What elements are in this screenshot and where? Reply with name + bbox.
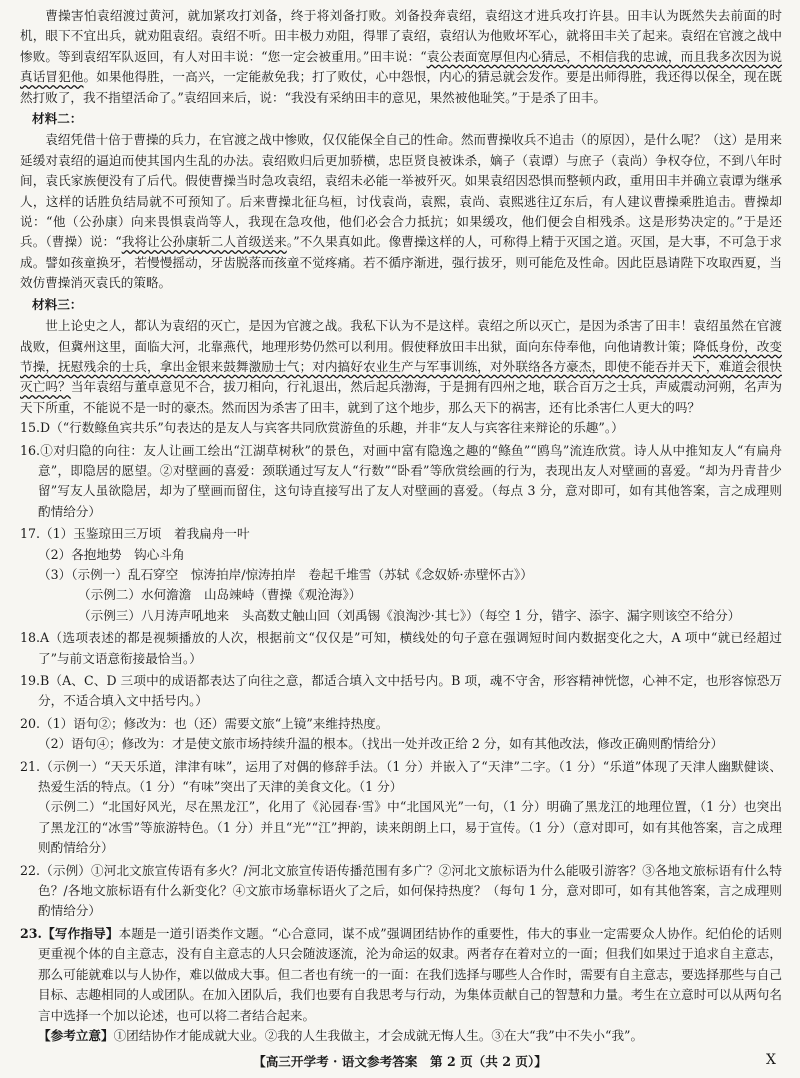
material-top-paragraph	[20, 6, 782, 108]
material2-paragraph	[20, 130, 782, 293]
footer-mark: X	[766, 1052, 776, 1068]
page-content	[20, 6, 782, 1046]
answer-17-line1: 17.（1）玉鉴琼田三万顷 着我扁舟一叶	[20, 526, 250, 542]
answer-23-reference	[20, 1026, 782, 1046]
answer-19: 19.B（A、C、D 三项中的成语都表达了向往之意，都适合填入文中括号内。B 项，魂不守舍，形容精神恍惚，心神不定，也形容惊恐万分，不适合填入文中括号内。）	[20, 673, 782, 709]
text-span: 曹操害怕袁绍渡过黄河，就加紧攻打刘备，终于将刘备打败。刘备投奔袁绍，袁绍这才进兵攻打许县。田丰认为既然失去前面的时机，眼下不宜出兵，就劝阻袁绍。袁绍不听。田丰极力劝阻，得罪了袁绍，袁绍认为他败坏军心，就将田丰关了起来。袁绍在官渡之战中惨败。等到袁绍军队返回，有人对田丰说：“您一定会被重用。”田丰说：“	[20, 8, 782, 64]
answer-16: 16.①对归隐的向往：友人让画工绘出“江湖草树秋”的景色，对画中富有隐逸之趣的“鲦鱼”“鸥鸟”流连欣赏。诗人从中推知友人“有扁舟意”，即隐居的愿望。②对壁画的喜爱：颈联通过写友人“行数”“卧看”等欣赏绘画的行为，表现出友人对壁画的喜爱。“却为丹青昔少留”写友人虽欲隐居，却为了壁画而留住，这句诗直接写出了友人对壁画的喜爱。（每点 3 分，意对即可，如有其他答案，言之成理则酌情给分）	[20, 442, 782, 519]
material3-heading: 材料三：	[32, 296, 83, 312]
writing-guide-label: 23.【写作指导】	[20, 925, 119, 941]
answer-17-line5: （示例三）八月涛声吼地来 头高数丈触山回（刘禹锡《浪淘沙·其七》）（每空 1 分，错字、添字、漏字则该空不给分）	[78, 607, 741, 623]
answer-20-line2: （2）语句④；修改为：才是使文旅市场持续升温的根本。（找出一处并改正给 2 分，如有其他改法，修改正确则酌情给分）	[38, 736, 724, 752]
text-span: 。”不久果真如此。像曹操这样的人，可称得上精于灭国之道。灭国，是大事，不可急于求成。譬如孩童换牙，若慢慢摇动，牙齿脱落而孩童不觉疼痛。若不循序渐进，强行拔牙，则可能危及性命。因此臣恳请陛下攻取西夏，当效仿曹操消灭袁氏的策略。	[20, 234, 783, 291]
answer-18: 18.A（选项表述的都是视频播放的人次，根据前文“仅仅是”可知，横线处的句子意在强调短时间内数据变化之大，A 项中“就已经超过了”与前文语意衔接最恰当。）	[20, 630, 782, 666]
text-span: 袁绍凭借十倍于曹操的兵力，在官渡之战中惨败，仅仅能保全自己的性命。然而曹操收兵不追击（的原因），是什么呢？（这）是用来延缓对袁绍的逼迫而使其国内生乱的办法。袁绍败归后更加骄横，忠臣贤良被诛杀，嫡子（袁谭）与庶子（袁尚）争权夺位，不到八年时间，袁氏家族便没有了后代。假使曹操当时急攻袁绍，袁绍未必能一举被歼灭。如果袁绍因恐惧而整顿内政，重用田丰并确立袁谭为继承人，这样的话胜负结局就不可预知了。后来曹操北征乌桓，讨伐袁尚，袁熙，袁尚、袁熙逃往辽东后，有人建议曹操乘胜追击。曹操却说：“他（公孙康）向来畏惧袁尚等人，我现在急攻他，他们必会合力抵抗；如果缓攻，他们便会自相残杀。这是形势决定的。”于是还兵。（曹操）说：“	[20, 132, 782, 250]
reference-label: 【参考立意】	[38, 1027, 114, 1043]
material2-heading: 材料二：	[32, 111, 83, 127]
answer-21-example1: 21.（示例一）“天天乐道，津津有味”，运用了对偶的修辞手法。（1 分）并嵌入了“天津”二字。（1 分）“乐道”体现了天津人幽默健谈、热爱生活的特点。（1 分）“有味”突出了天津的美食文化。（1 分）	[20, 758, 782, 795]
writing-guide-text: 本题是一道引语类作文题。“心合意同，谋不成”强调团结协作的重要性，伟大的事业一定需要众人协作。纪伯伦的话则更重视个体的自主意志，没有自主意志的人只会随波逐流，沦为命运的奴隶。两者存在着对立的一面；但我们如果过于追求自主意志，那么可能就难以与人协作，难以做成大事。但二者也有统一的一面：在我们选择与哪些人合作时，需要有自主意志，要选择那些与自己目标、志趣相同的人或团队。在加入团队后，我们也要有自我思考与行动，为集体贡献自己的智慧和力量。考生在立意时可以从两句名言中选择一个加以论述，也可以将二者结合起来。	[38, 925, 782, 1023]
text-span: 。如果他得胜，一高兴，一定能赦免我；打了败仗，心中怨恨，内心的猜忌就会发作。要是出师得胜，我还得以保全，现在既然打败了，我不指望活命了。”袁绍回来后，说：“我没有采纳田丰的意见，果然被他耻笑。”于是杀了田丰。	[20, 69, 783, 105]
answer-15: 15.D（“行数鲦鱼宾共乐”句表达的是友人与宾客共同欣赏游鱼的乐趣，并非“友人与宾客往来辩论的乐趣”。）	[20, 420, 624, 436]
answer-17-line4: （示例二）水何澹澹 山岛竦峙（曹操《观沧海》）	[78, 587, 362, 603]
reference-text: ①团结协作才能成就大业。②我的人生我做主，才会成就无悔人生。③在大“我”中不失小“我”。	[113, 1027, 644, 1043]
page-footer: 【高三开学考 · 语文参考答案 第 2 页（共 2 页）】	[253, 1054, 547, 1069]
answer-20-line1: 20.（1）语句②；修改为：也（还）需要文旅“上镜”来维持热度。	[20, 715, 389, 731]
underlined-sentence: 我将让公孙康斩二人首级送来	[121, 234, 287, 250]
answer-23	[20, 924, 782, 1026]
text-span: 世上论史之人，都认为袁绍的灭亡，是因为官渡之战。我私下认为不是这样。袁绍之所以灭亡，是因为杀害了田丰！袁绍虽然在官渡战败，但冀州这里，面临大河，北靠燕代，地理形势仍然可以利用。假使释放田丰出狱，面向东侍奉他，向他请教计策；	[20, 318, 782, 354]
answer-17-line3: （3）（示例一）乱石穿空 惊涛拍岸/惊涛拍岸 卷起千堆雪（苏轼《念奴娇·赤壁怀古》）	[38, 566, 533, 582]
material3-paragraph	[20, 316, 782, 418]
answer-17-line2: （2）各抱地势 钩心斗角	[38, 546, 185, 562]
underlined-sentence: 袁公表面宽厚但内心猜忌，不相信我的忠诚，而且我多次因为说真话冒犯他	[20, 48, 783, 85]
answer-21-example2: （示例二）“北国好风光，尽在黑龙江”，化用了《沁园春·雪》中“北国风光”一句，（1 分）明确了黑龙江的地理位置，（1 分）也突出了黑龙江的“冰雪”等旅游特色。（1 分）并且“光”“江”押韵，读来朗朗上口，易于宣传。（1 分）（意对即可，如有其他答案，言之成理则酌情给分）	[38, 799, 782, 856]
underlined-sentence: 降低身份，改变节操，抚慰残余的士兵，拿出金银来鼓舞激励士气；对内搞好农业生产与军事训练，对外联络各方豪杰，即使不能吞并天下，难道会很快灭亡吗？	[20, 338, 783, 395]
text-span: 当年袁绍与董卓意见不合，拔刀相向，行礼退出，然后起兵渤海，于是拥有四州之地，联合百万之士兵，声威震动河朔，名声为天下所重，不能说不是一时的豪杰。然而因为杀害了田丰，就到了这个地步，那么天下的祸害，还有比杀害仁人更大的吗？	[20, 379, 783, 415]
answer-22: 22.（示例）①河北文旅宣传语有多火？/河北文旅宣传语传播范围有多广？②河北文旅标语为什么能吸引游客？③各地文旅标语有什么特色？/各地文旅标语有什么新变化？④文旅市场靠标语火了之后，如何保持热度？（每句 1 分，意对即可，如有其他答案，言之成理则酌情给分）	[20, 862, 782, 919]
